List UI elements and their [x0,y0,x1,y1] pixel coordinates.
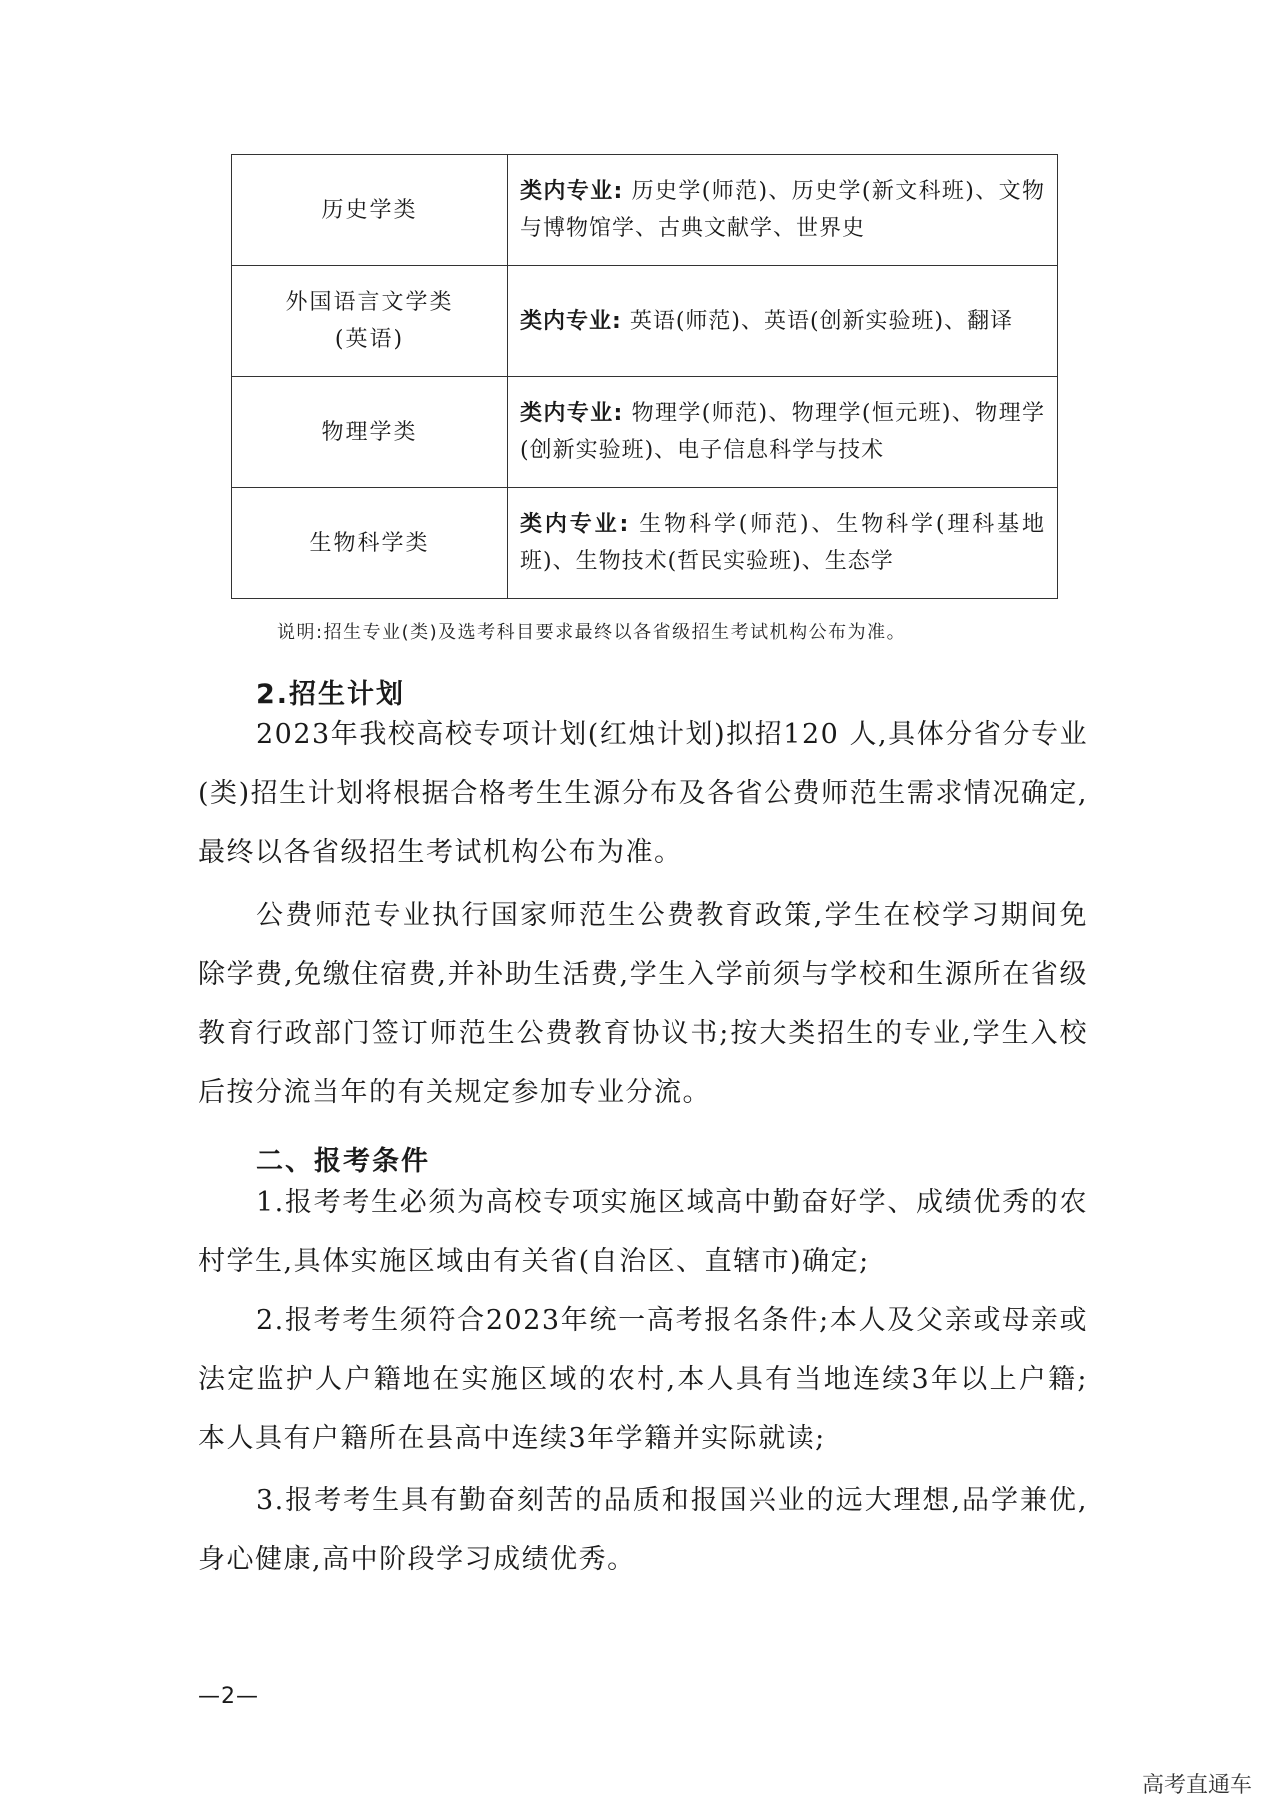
category-label: 生物科学类 [309,530,430,556]
category-cell [232,266,508,377]
category-cell [232,377,508,488]
table-row [232,488,1058,599]
category-cell [232,488,508,599]
paragraph: 2023年我校高校专项计划(红烛计划)拟招120 人,具体分省分专业(类)招生计划将根据合格考生生源分布及各省公费师范生需求情况确定,最终以各省级招生考试机构公布为准。 [198,719,1088,868]
majors-list: 物理学(师范)、物理学(恒元班)、物理学(创新实验班)、电子信息科学与技术 [520,401,1045,463]
table-row [232,377,1058,488]
majors-cell [508,266,1058,377]
paragraph: 2.报考考生须符合2023年统一高考报名条件;本人及父亲或母亲或法定监护人户籍地在实施区域的农村,本人具有当地连续3年以上户籍;本人具有户籍所在县高中连续3年学籍并实际就读; [198,1305,1088,1454]
majors-cell [508,155,1058,266]
table-note: 说明:招生专业(类)及选考科目要求最终以各省级招生考试机构公布为准。 [277,622,907,643]
category-cell [232,155,508,266]
majors-lead-label: 类内专业: [520,512,630,537]
majors-cell [508,377,1058,488]
majors-table [231,154,1058,599]
paragraph: 公费师范专业执行国家师范生公费教育政策,学生在校学习期间免除学费,免缴住宿费,并补助生活费,学生入学前须与学校和生源所在省级教育行政部门签订师范生公费教育协议书;按大类招生的专业,学生入校后按分流当年的有关规定参加专业分流。 [198,900,1088,1108]
majors-list: 历史学(师范)、历史学(新文科班)、文物与博物馆学、古典文献学、世界史 [520,179,1045,241]
majors-lead-label: 类内专业: [520,401,624,426]
majors-list: 生物科学(师范)、生物科学(理科基地班)、生物技术(哲民实验班)、生态学 [520,512,1045,574]
page-number: —2— [198,1684,259,1709]
table-row [232,155,1058,266]
paragraph: 3.报考考生具有勤奋刻苦的品质和报国兴业的远大理想,品学兼优,身心健康,高中阶段学习成绩优秀。 [198,1485,1088,1575]
majors-cell [508,488,1058,599]
watermark: 高考直通车 [1141,1773,1252,1798]
category-label: 物理学类 [321,419,418,445]
majors-list: 英语(师范)、英语(创新实验班)、翻译 [629,308,1014,334]
section-heading-eligibility: 二、报考条件 [256,1146,430,1177]
category-sublabel: (英语) [334,327,405,352]
section-heading-enrollment-plan: 2.招生计划 [256,679,406,710]
majors-lead-label: 类内专业: [520,308,622,334]
paragraph: 1.报考考生必须为高校专项实施区域高中勤奋好学、成绩优秀的农村学生,具体实施区域由有关省(自治区、直辖市)确定; [198,1187,1088,1277]
majors-lead-label: 类内专业: [520,179,624,204]
category-label: 历史学类 [321,197,418,223]
category-label: 外国语言文学类 [285,290,454,315]
table-row [232,266,1058,377]
